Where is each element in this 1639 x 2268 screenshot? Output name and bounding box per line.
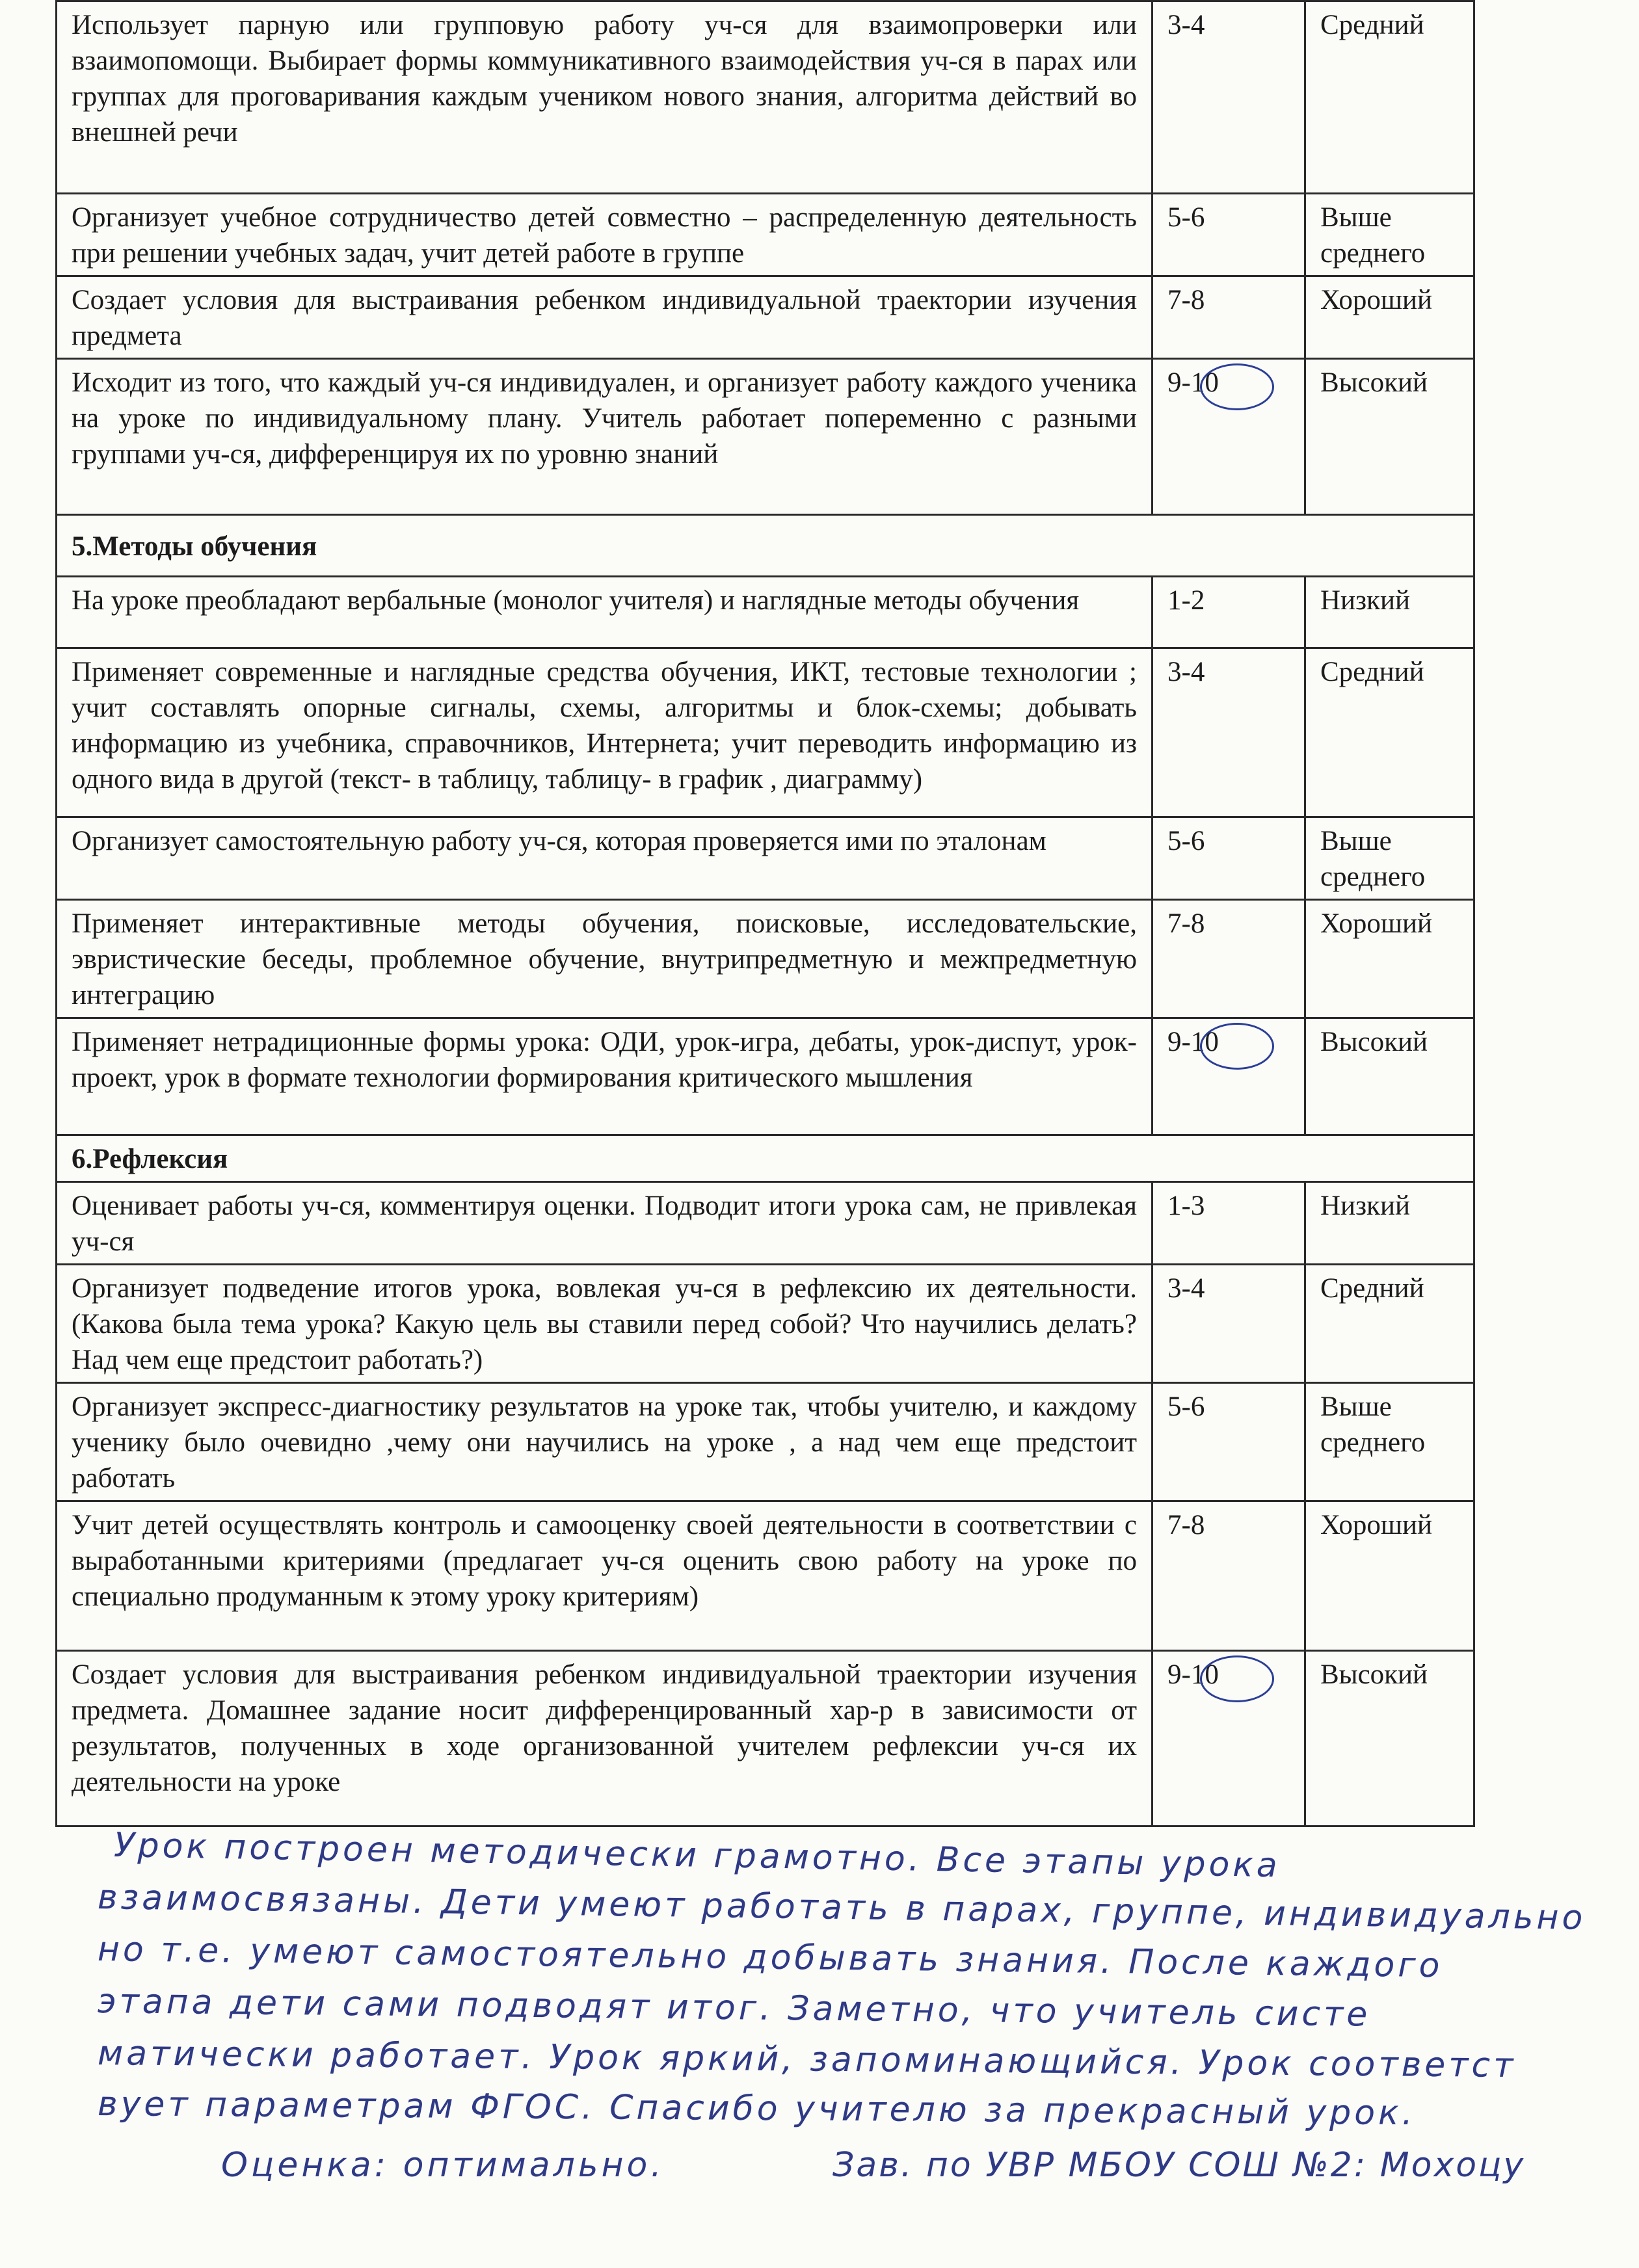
points-range	[1153, 1182, 1305, 1265]
criterion-description: Создает условия для выстраивания ребенком индивидуальной траектории изучения предмета. Домашнее задание носит дифференцированный хар-р в зависимости от результатов, полученных в ходе организованной учителем рефлексии уч-ся их деятельности на уроке	[57, 1651, 1153, 1826]
criteria-row	[57, 1018, 1474, 1135]
criteria-row	[57, 194, 1474, 276]
level-label: Выше среднего	[1305, 194, 1474, 276]
criterion-description: Организует учебное сотрудничество детей совместно – распределенную деятельность при решении учебных задач, учит детей работе в группе	[57, 194, 1153, 276]
criteria-row	[57, 648, 1474, 817]
criterion-description: Создает условия для выстраивания ребенком индивидуальной траектории изучения предмета	[57, 276, 1153, 359]
points-value: 7-8	[1167, 1510, 1205, 1540]
level-label: Хороший	[1305, 900, 1474, 1018]
criteria-row	[57, 1383, 1474, 1501]
points-range	[1153, 577, 1305, 648]
level-label: Низкий	[1305, 1182, 1474, 1265]
criterion-description: Исходит из того, что каждый уч-ся индивидуален, и организует работу каждого ученика на уроке по индивидуальному плану. Учитель работает попеременно с разными группами уч-ся, дифференцируя их по уровню знаний	[57, 359, 1153, 515]
points-range	[1153, 648, 1305, 817]
section-header-row	[57, 1135, 1474, 1182]
points-range	[1153, 900, 1305, 1018]
level-label: Хороший	[1305, 276, 1474, 359]
points-value: 3-4	[1167, 1273, 1205, 1304]
criterion-description: Организует самостоятельную работу уч-ся, которая проверяется ими по эталонам	[57, 817, 1153, 900]
handwritten-signature: Зав. по УВР МБОУ СОШ №2: Мохоцу	[833, 2146, 1526, 2185]
level-label: Хороший	[1305, 1501, 1474, 1651]
points-value: 3-4	[1167, 657, 1205, 687]
handwritten-line: взаимосвязаны. Дети умеют работать в парах, группе, индивидуально	[97, 1878, 1586, 1938]
selected-score-circle	[1200, 1023, 1274, 1070]
criteria-table-body	[57, 1, 1474, 1826]
points-value: 9-10	[1167, 1659, 1219, 1690]
points-value: 7-8	[1167, 285, 1205, 315]
handwritten-line: но т.е. умеют самостоятельно добывать знания. После каждого	[97, 1930, 1443, 1986]
criterion-description: Использует парную или групповую работу уч-ся для взаимопроверки или взаимопомощи. Выбирает формы коммуникативного взаимодействия уч-ся в парах или группах для проговаривания каждым учеником нового знания, алгоритма действий во внешней речи	[57, 1, 1153, 194]
level-label: Высокий	[1305, 1651, 1474, 1826]
level-label: Выше среднего	[1305, 1383, 1474, 1501]
criteria-row	[57, 1651, 1474, 1826]
points-value: 9-10	[1167, 1027, 1219, 1057]
points-range	[1153, 1651, 1305, 1826]
criteria-row	[57, 1182, 1474, 1265]
section-title: 5.Методы обучения	[57, 515, 1474, 577]
section-header-row	[57, 515, 1474, 577]
criteria-row	[57, 900, 1474, 1018]
criterion-description: Применяет нетрадиционные формы урока: ОДИ, урок-игра, дебаты, урок-диспут, урок-проект, урок в формате технологии формирования критического мышления	[57, 1018, 1153, 1135]
level-label: Средний	[1305, 648, 1474, 817]
points-value: 1-3	[1167, 1191, 1205, 1221]
selected-score-circle	[1200, 363, 1274, 410]
handwritten-line: матически работает. Урок яркий, запоминающийся. Урок соответст	[97, 2034, 1517, 2086]
level-label: Высокий	[1305, 1018, 1474, 1135]
handwritten-grade: Оценка: оптимально.	[221, 2146, 665, 2185]
points-value: 5-6	[1167, 826, 1205, 856]
criteria-row	[57, 817, 1474, 900]
level-label: Выше среднего	[1305, 817, 1474, 900]
points-range	[1153, 359, 1305, 515]
points-value: 9-10	[1167, 367, 1219, 398]
criterion-description: Применяет современные и наглядные средства обучения, ИКТ, тестовые технологии ; учит составлять опорные сигналы, схемы, алгоритмы и блок-схемы; добывать информацию из учебника, справочников, Интернета; учит переводить информацию из одного вида в другой (текст- в таблицу, таблицу- в график , диаграмму)	[57, 648, 1153, 817]
points-value: 3-4	[1167, 10, 1205, 40]
level-label: Средний	[1305, 1, 1474, 194]
points-range	[1153, 1018, 1305, 1135]
level-label: Низкий	[1305, 577, 1474, 648]
points-value: 1-2	[1167, 585, 1205, 616]
criterion-description: Применяет интерактивные методы обучения, поисковые, исследовательские, эвристические беседы, проблемное обучение, внутрипредметную и межпредметную интеграцию	[57, 900, 1153, 1018]
points-value: 5-6	[1167, 1391, 1205, 1422]
criterion-description: Организует подведение итогов урока, вовлекая уч-ся в рефлексию их деятельности. (Какова была тема урока? Какую цель вы ставили перед собой? Что научились делать? Над чем еще предстоит работать?)	[57, 1265, 1153, 1383]
handwritten-line: этапа дети сами подводят итог. Заметно, что учитель систе	[97, 1982, 1371, 2035]
criteria-row	[57, 1501, 1474, 1651]
selected-score-circle	[1200, 1655, 1274, 1702]
criterion-description: Организует экспресс-диагностику результатов на уроке так, чтобы учителю, и каждому ученику было очевидно ,чему они научились на уроке , а над чем еще предстоит работать	[57, 1383, 1153, 1501]
points-range	[1153, 1383, 1305, 1501]
points-range	[1153, 1265, 1305, 1383]
handwritten-line: Урок построен методически грамотно. Все этапы урока	[113, 1826, 1281, 1886]
criterion-description: На уроке преобладают вербальные (монолог учителя) и наглядные методы обучения	[57, 577, 1153, 648]
level-label: Высокий	[1305, 359, 1474, 515]
criteria-row	[57, 359, 1474, 515]
criteria-row	[57, 1265, 1474, 1383]
points-range	[1153, 817, 1305, 900]
section-title: 6.Рефлексия	[57, 1135, 1474, 1182]
points-value: 5-6	[1167, 202, 1205, 233]
criteria-row	[57, 1, 1474, 194]
criterion-description: Оценивает работы уч-ся, комментируя оценки. Подводит итоги урока сам, не привлекая уч-ся	[57, 1182, 1153, 1265]
criterion-description: Учит детей осуществлять контроль и самооценку своей деятельности в соответствии с выработанными критериями (предлагает уч-ся оценить свою работу на уроке по специально продуманным к этому уроку критериям)	[57, 1501, 1153, 1651]
criteria-row	[57, 276, 1474, 359]
handwritten-line: вует параметрам ФГОС. Спасибо учителю за прекрасный урок.	[97, 2085, 1417, 2133]
points-range	[1153, 1501, 1305, 1651]
level-label: Средний	[1305, 1265, 1474, 1383]
points-range	[1153, 1, 1305, 194]
points-range	[1153, 194, 1305, 276]
points-value: 7-8	[1167, 908, 1205, 939]
criteria-table	[55, 0, 1475, 1827]
criteria-row	[57, 577, 1474, 648]
points-range	[1153, 276, 1305, 359]
